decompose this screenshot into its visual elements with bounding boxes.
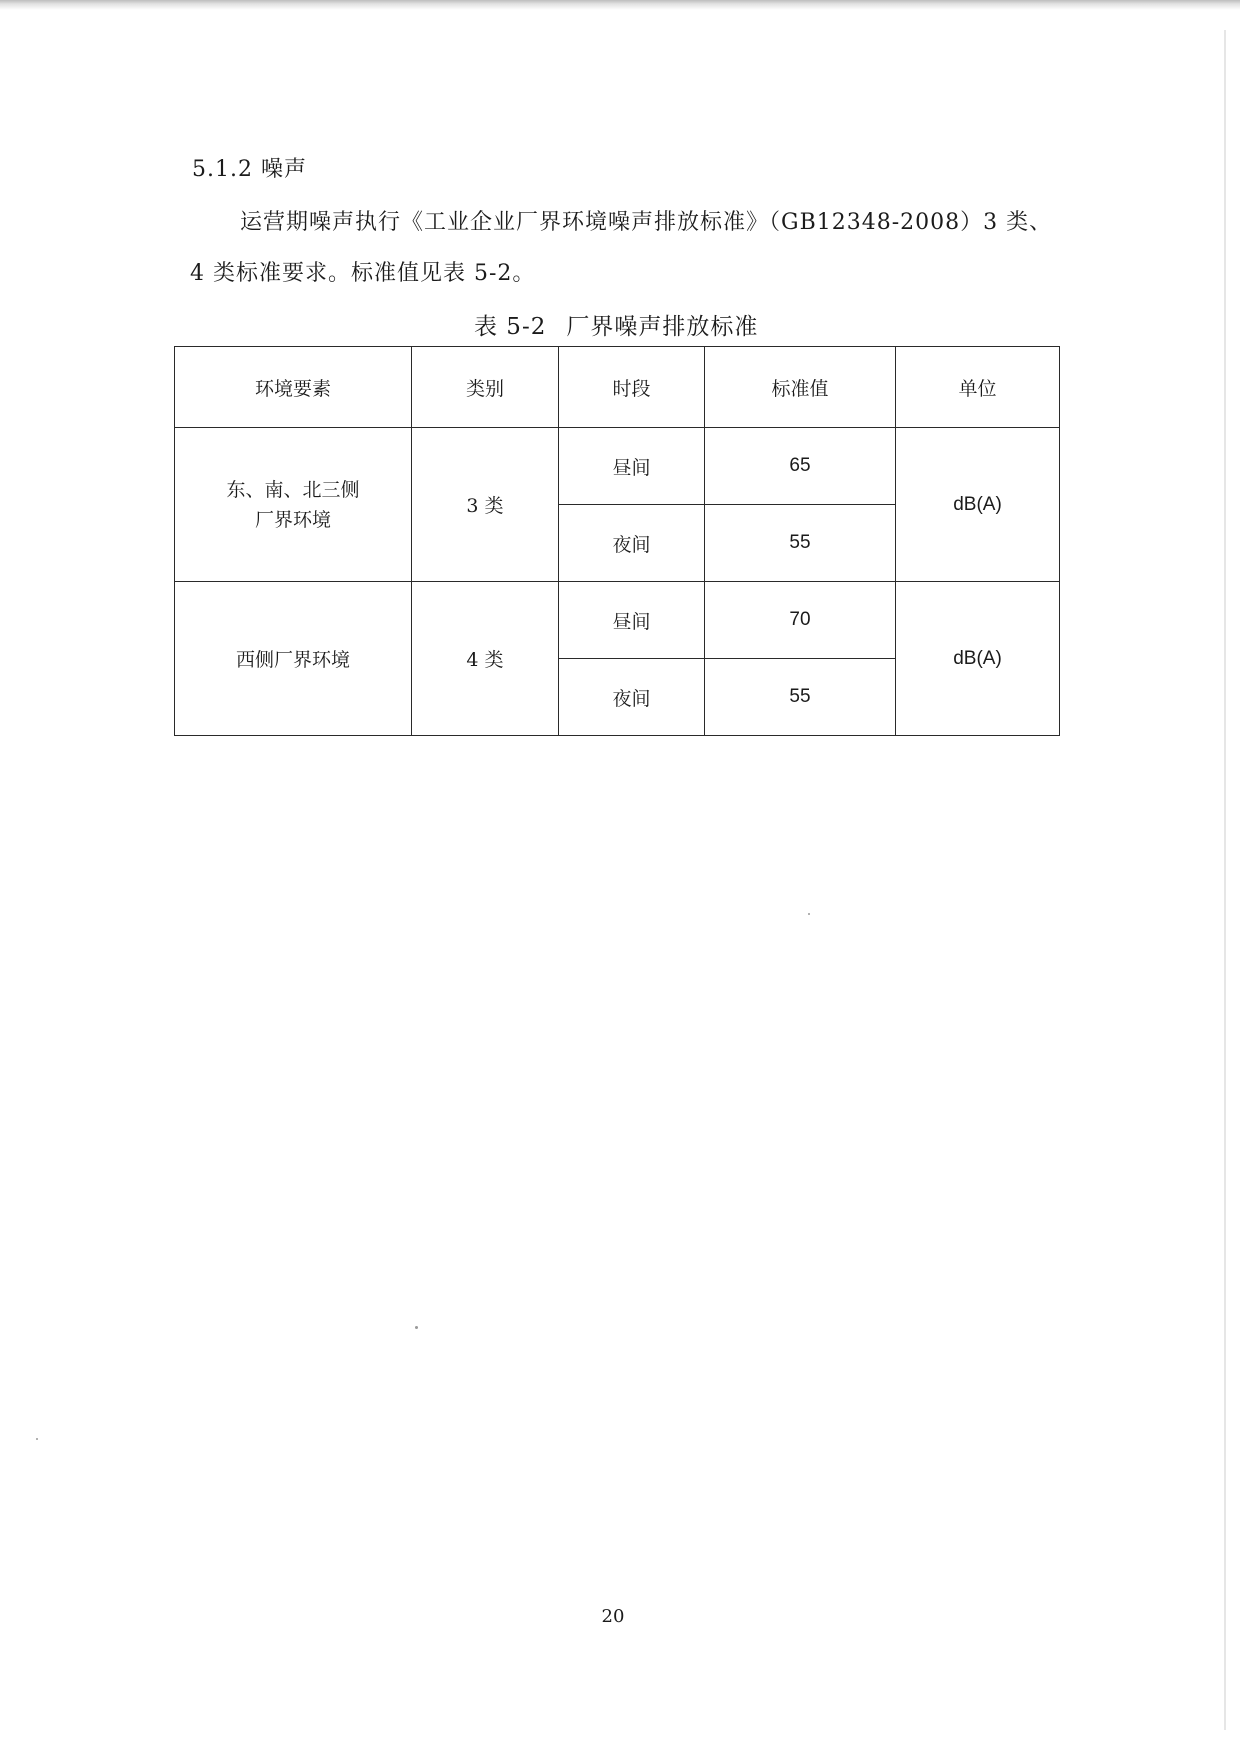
standard-value-cell: 70 <box>705 582 896 659</box>
table-row <box>175 582 1060 659</box>
environment-element-line: 厂界环境 <box>254 508 331 531</box>
environment-element-cell <box>175 428 412 582</box>
table-caption-title: 厂界噪声排放标准 <box>566 314 759 340</box>
scan-top-edge <box>0 0 1240 10</box>
category-cell: 4 类 <box>412 582 559 736</box>
scan-speck <box>808 913 810 915</box>
header-unit: 单位 <box>896 347 1060 428</box>
header-standard-value: 标准值 <box>705 347 896 428</box>
period-cell: 昼间 <box>559 428 705 505</box>
body-text-line-2: 4 类标准要求。标准值见表 5-2。 <box>190 261 536 286</box>
period-cell: 夜间 <box>559 659 705 736</box>
unit-cell: dB(A) <box>896 582 1060 736</box>
standard-value-cell: 55 <box>705 505 896 582</box>
table-caption-number: 表 5-2 <box>474 314 547 340</box>
table-caption <box>474 308 758 341</box>
category-cell: 3 类 <box>412 428 559 582</box>
page-number: 20 <box>601 1606 625 1627</box>
standard-value-cell: 55 <box>705 659 896 736</box>
period-cell: 夜间 <box>559 505 705 582</box>
body-text-line-1: 运营期噪声执行《工业企业厂界环境噪声排放标准》（GB12348-2008）3 类、 <box>240 210 1053 235</box>
period-cell: 昼间 <box>559 582 705 659</box>
environment-element-cell: 西侧厂界环境 <box>175 582 412 736</box>
unit-cell: dB(A) <box>896 428 1060 582</box>
scan-speck <box>36 1438 38 1440</box>
scan-right-edge <box>1224 30 1226 1730</box>
table-header-row <box>175 347 1060 428</box>
environment-element-line: 东、南、北三侧 <box>226 478 360 501</box>
table-row <box>175 428 1060 505</box>
noise-standard-table <box>174 346 1060 736</box>
section-heading: 5.1.2 噪声 <box>192 157 307 182</box>
header-period: 时段 <box>559 347 705 428</box>
standard-value-cell: 65 <box>705 428 896 505</box>
scan-speck <box>415 1326 418 1329</box>
header-category: 类别 <box>412 347 559 428</box>
header-environment-element: 环境要素 <box>175 347 412 428</box>
